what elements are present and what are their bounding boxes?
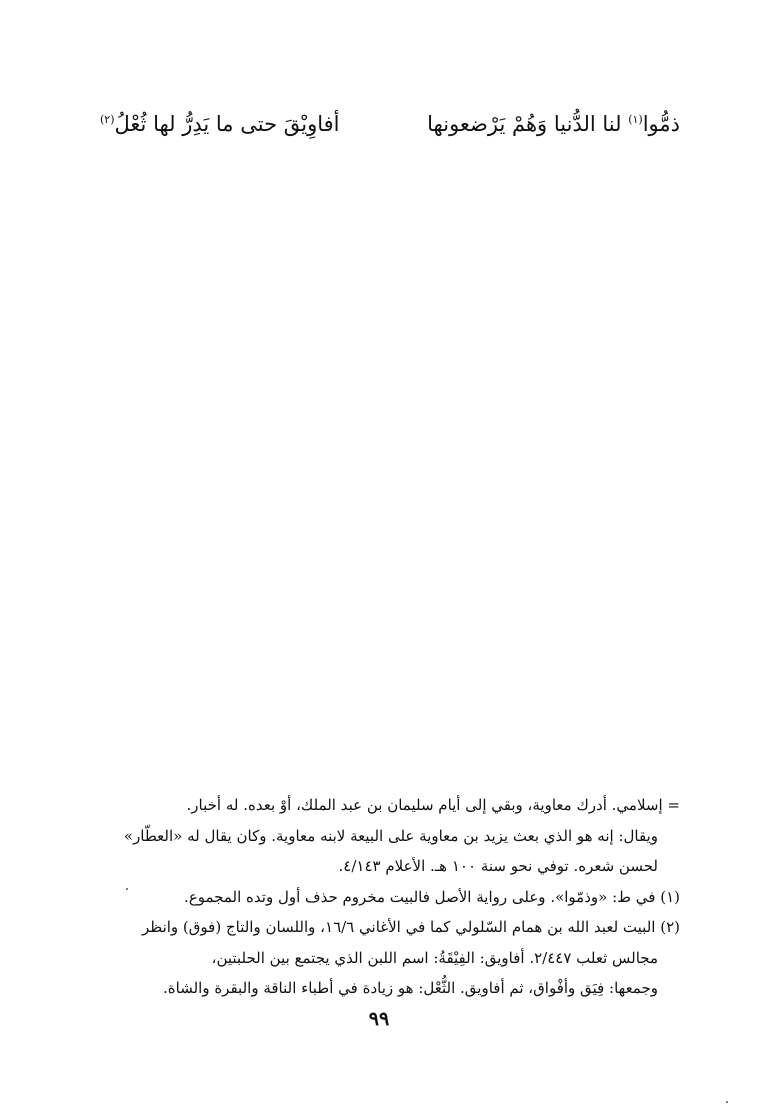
verse-second-text: أفاوِيْقَ حتى ما يَدِرُّ لها ثُعْلُ	[114, 112, 340, 136]
footnote-1: (١) في ط: «وذمّوا». وعلى رواية الأصل فالبيت مخروم حذف أول وتده المجموع.	[184, 887, 680, 906]
footnote-continuation-line: = إسلامي. أدرك معاوية، وبقي إلى أيام سليمان بن عبد الملك، أوْ بعده. له أخبار.	[186, 796, 680, 814]
poem-verse	[100, 104, 680, 144]
footnote-2: (٢) البيت لعبد الله بن همام السّلولي كما في الأغاني ١٦/٦، واللسان والتاج (فوق) وانظر	[141, 918, 680, 936]
verse-second-hemistich	[100, 104, 340, 144]
verse-first-text-start: ذمُّوا	[642, 112, 680, 136]
footnote-2-continuation: وجمعها: فِيَق وأفْواق، ثم أفاويق. الثُّعْل: هو زيادة في أطباء الناقة والبقرة والشاة.	[163, 979, 658, 997]
footnote-2-continuation: مجالس ثعلب ٢/٤٤٧. أفاويق: الفِيْقَةُ: اسم اللبن الذي يجتمع بين الحلبتين،	[211, 948, 658, 967]
footnote-ref-2: (٢)	[100, 113, 115, 126]
verse-first-text-end: لنا الدُّنيا وَهُمْ يَرْضعونها	[427, 112, 629, 136]
verse-first-hemistich	[427, 104, 680, 144]
footnotes-section	[100, 790, 680, 1004]
scan-speck	[726, 1101, 728, 1103]
footnote-ref-1: (١)	[628, 113, 643, 126]
footnote-continuation-line: ويقال: إنه هو الذي بعث يزيد بن معاوية على البيعة لابنه معاوية. وكان يقال له «العطّار»	[123, 826, 658, 845]
page-number: ٩٩	[368, 1008, 390, 1030]
scan-speck	[126, 888, 128, 890]
footnote-continuation-line: لحسن شعره. توفي نحو سنة ١٠٠ هـ. الأعلام ٤/١٤٣.	[338, 857, 658, 875]
